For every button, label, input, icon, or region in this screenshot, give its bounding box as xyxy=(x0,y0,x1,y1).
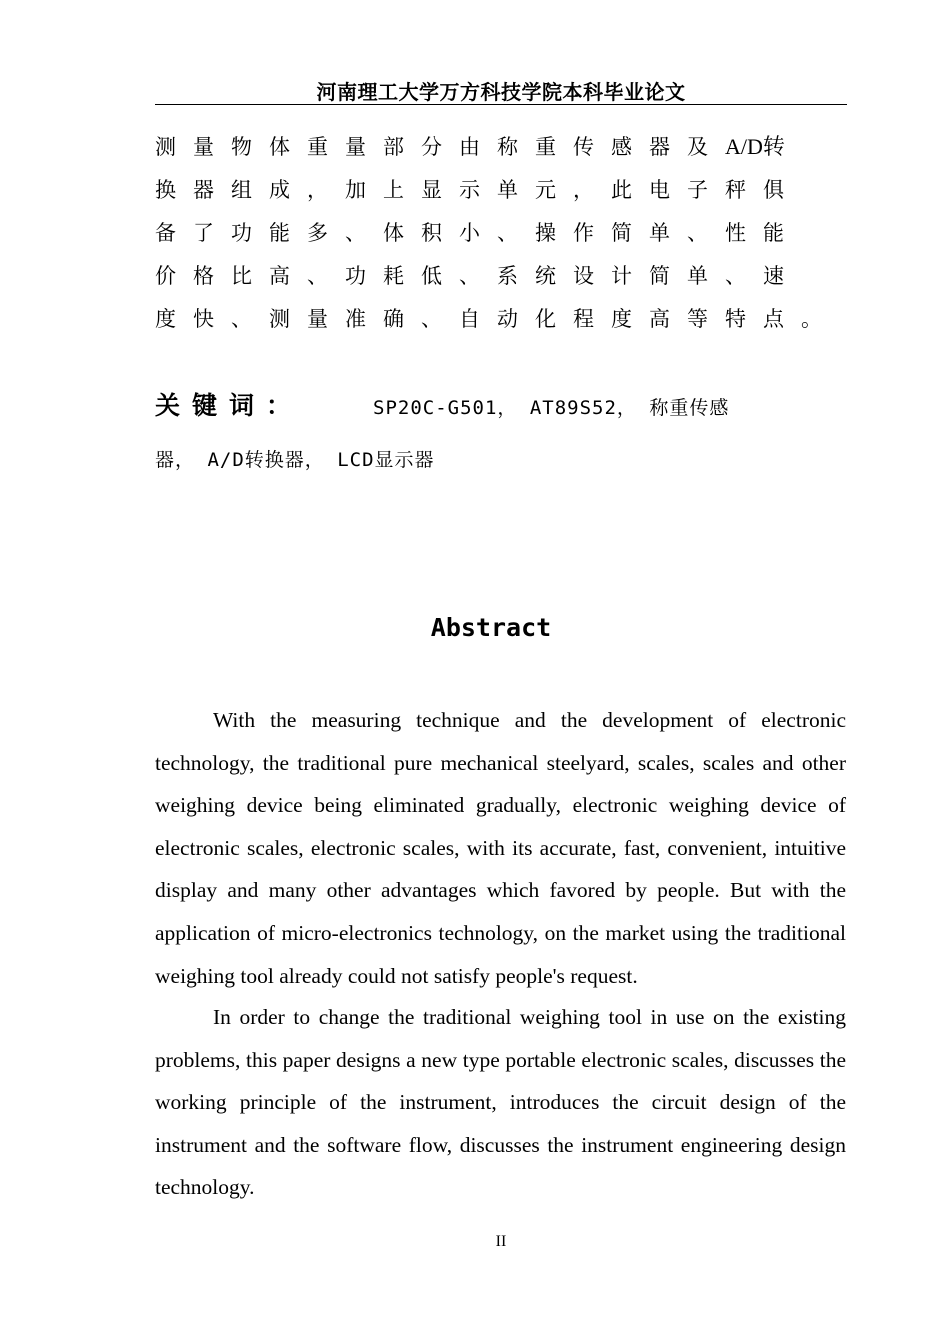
page-number: II xyxy=(495,1233,507,1250)
keywords-text-1: SP20C-G501， AT89S52， 称重传感 xyxy=(373,397,730,419)
abstract-paragraph-2: In order to change the traditional weighing tool in use on the existing problems, this paper designs a new type portable electronic scales, discusses the working principle of the instrument, introduces the circuit design of the instrument and the software flow, discusses the instrument engineering design technology. xyxy=(155,1005,846,1200)
abstract-paragraph-1: With the measuring technique and the development of electronic technology, the traditional pure mechanical steelyard, scales, scales and other weighing device being eliminated gradually, electronic weighing device of electronic scales, electronic scales, with its accurate, fast, convenient, intuitive display and many other advantages which favored by people. But with the application of micro-electronics technology, on the market using the traditional weighing tool already could not satisfy people's request. xyxy=(155,708,846,988)
header-rule xyxy=(155,104,847,105)
chinese-abstract-text: 测量物体重量部分由称重传感器及 xyxy=(155,135,725,159)
chinese-abstract-ad-term: A/D转 xyxy=(725,134,785,159)
running-header: 河南理工大学万方科技学院本科毕业论文 xyxy=(316,80,686,104)
keywords-line-1 xyxy=(155,386,729,422)
chinese-abstract-line-5: 度快、测量准确、自动化程度高等特点。 xyxy=(155,307,839,331)
keywords-label: 关键词： xyxy=(155,391,304,420)
chinese-abstract-line-2: 换器组成，加上显示单元，此电子秤俱 xyxy=(155,178,801,202)
chinese-abstract-line-4: 价格比高、功耗低、系统设计简单、速 xyxy=(155,264,801,288)
abstract-title: Abstract xyxy=(430,613,552,642)
chinese-abstract-line-1 xyxy=(155,132,835,162)
chinese-abstract-line-3: 备了功能多、体积小、操作简单、性能 xyxy=(155,221,801,245)
keywords-text-2: 器， A/D转换器， LCD显示器 xyxy=(155,449,435,471)
keywords-line-2 xyxy=(155,445,435,472)
